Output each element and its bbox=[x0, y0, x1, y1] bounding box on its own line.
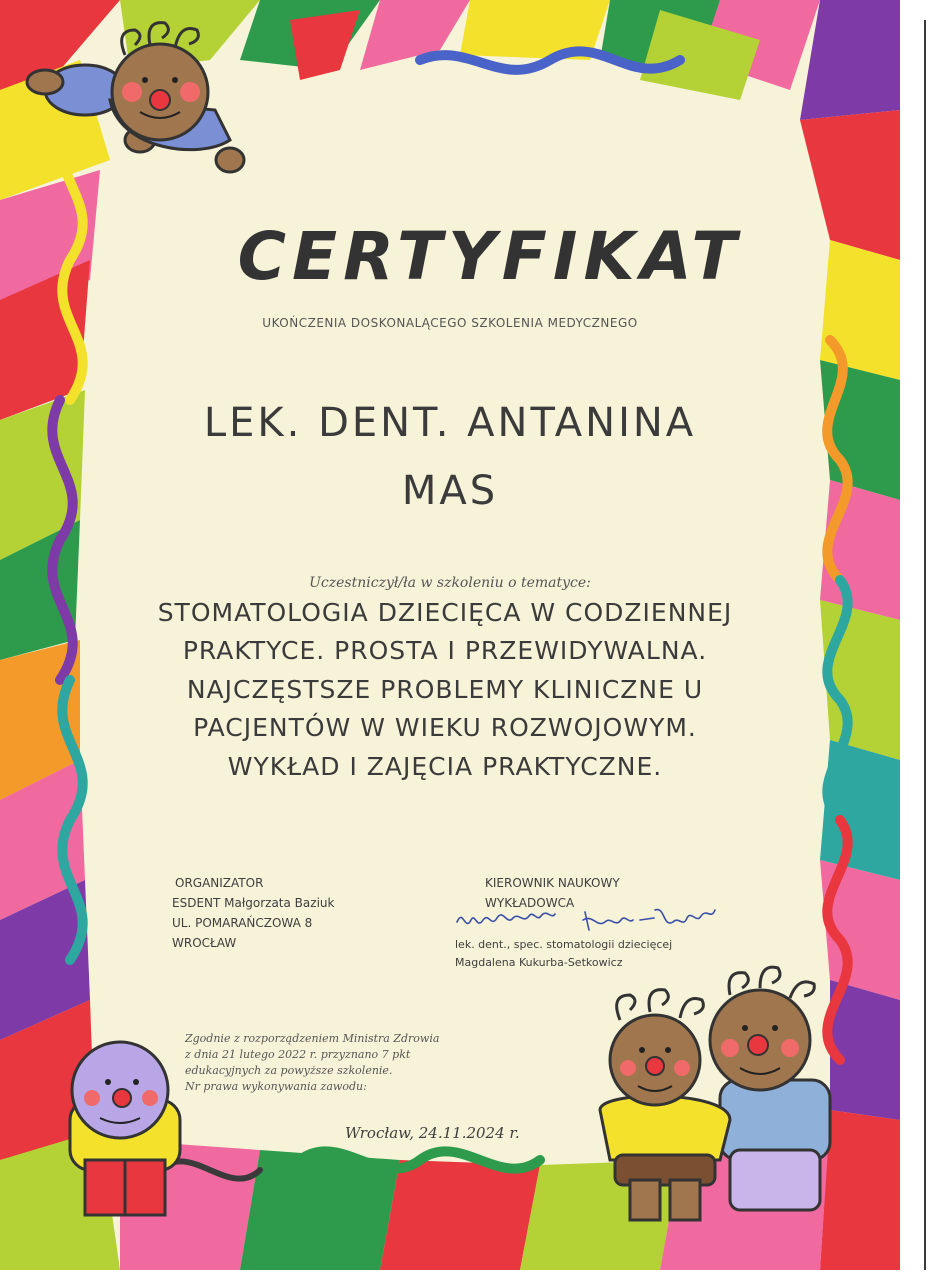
doll-bottom-left bbox=[70, 1042, 180, 1215]
training-topic-line: WYKŁAD I ZAJĘCIA PRAKTYCZNE. bbox=[227, 752, 663, 781]
participation-intro: Uczestniczył/ła w szkoleniu o tematyce: bbox=[309, 575, 591, 591]
license-number-label: Nr prawa wykonywania zawodu: bbox=[185, 1080, 367, 1093]
lecturer-heading-speaker: WYKŁADOWCA bbox=[485, 896, 575, 910]
legal-note-line: Zgodnie z rozporządzeniem Ministra Zdrowia bbox=[185, 1032, 440, 1045]
training-topic-line: PRAKTYCE. PROSTA I PRZEWIDYWALNA. bbox=[182, 636, 708, 665]
certificate-subtitle: UKOŃCZENIA DOSKONALĄCEGO SZKOLENIA MEDYCZNEGO bbox=[262, 316, 638, 330]
legal-note-line: edukacyjnych za powyższe szkolenie. bbox=[185, 1064, 393, 1077]
training-topic-line: STOMATOLOGIA DZIECIĘCA W CODZIENNEJ bbox=[157, 598, 733, 627]
training-topic-line: NAJCZĘSTSZE PROBLEMY KLINICZNE U bbox=[186, 675, 704, 704]
lecturer-signature bbox=[455, 902, 735, 936]
participant-name-line2: MAS bbox=[401, 468, 499, 514]
organizer-street: UL. POMARAŃCZOWA 8 bbox=[172, 916, 313, 930]
organizer-company: ESDENT Małgorzata Baziuk bbox=[172, 896, 335, 910]
organizer-city: WROCŁAW bbox=[172, 936, 237, 950]
organizer-heading: ORGANIZATOR bbox=[175, 876, 264, 890]
lecturer-heading-scientific: KIEROWNIK NAUKOWY bbox=[485, 876, 620, 890]
certificate-title: CERTYFIKAT bbox=[237, 218, 743, 295]
place-and-date: Wrocław, 24.11.2024 r. bbox=[345, 1124, 520, 1142]
scan-edge-line bbox=[924, 20, 926, 1270]
participant-name-line1: LEK. DENT. ANTANINA bbox=[203, 400, 697, 446]
lecturer-name: Magdalena Kukurba-Setkowicz bbox=[455, 956, 623, 969]
legal-note-line: z dnia 21 lutego 2022 r. przyznano 7 pkt bbox=[185, 1048, 411, 1061]
lecturer-title: lek. dent., spec. stomatologii dziecięcej bbox=[455, 938, 673, 951]
training-topic-line: PACJENTÓW W WIEKU ROZWOJOWYM. bbox=[193, 713, 697, 742]
